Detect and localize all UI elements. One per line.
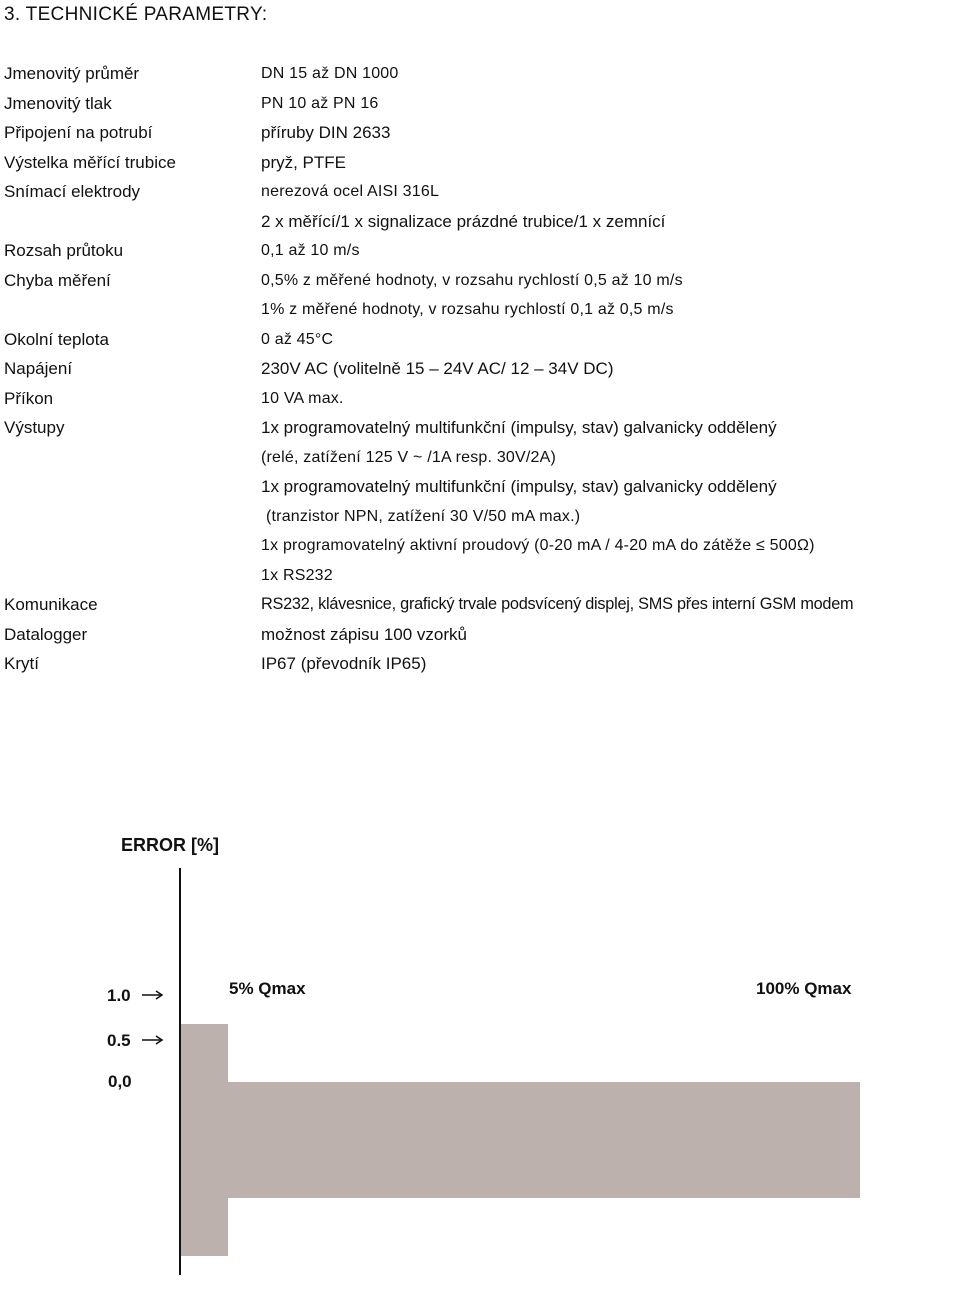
param-value: (relé, zatížení 125 V ~ /1A resp. 30V/2A): [261, 448, 557, 466]
param-label: Příkon: [4, 388, 54, 408]
param-row-datalogger: [0, 620, 960, 650]
y-tick-label-0-0: 0,0: [108, 1072, 132, 1091]
param-label: Chyba měření: [4, 270, 111, 290]
param-row-nominal-diameter: [0, 59, 960, 89]
param-row-pipe-connection: [0, 118, 960, 148]
param-value: PN 10 až PN 16: [261, 94, 379, 112]
chart-title: ERROR [%]: [121, 835, 219, 855]
param-label: Jmenovitý tlak: [4, 93, 112, 113]
param-row-outputs-current: [0, 531, 960, 561]
tick-arrow-1-0: [142, 991, 162, 999]
param-label: Výstupy: [4, 418, 65, 437]
param-row-electrodes: [0, 177, 960, 207]
error-area: [180, 1024, 860, 1256]
y-tick-label-0-5: 0.5: [107, 1031, 131, 1050]
param-row-outputs-rs232: [0, 561, 960, 591]
param-row-electrodes-detail: [0, 207, 960, 237]
param-row-outputs-relay: [0, 443, 960, 473]
param-row-outputs-second: [0, 472, 960, 502]
param-row-power-supply: [0, 354, 960, 384]
tick-arrow-0-5: [142, 1036, 162, 1044]
param-row-outputs-transistor: [0, 502, 960, 532]
param-value: 10 VA max.: [261, 389, 344, 407]
param-label: Datalogger: [4, 624, 88, 644]
param-label: Komunikace: [4, 595, 98, 614]
param-row-measurement-error-low: [0, 295, 960, 325]
param-value: 1x programovatelný multifunkční (impulsy, stav) galvanicky oddělený: [261, 477, 777, 496]
param-value: 2 x měřící/1 x signalizace prázdné trubice/1 x zemnící: [261, 211, 666, 231]
param-value: 0,1 až 10 m/s: [261, 242, 360, 259]
param-value: (tranzistor NPN, zatížení 30 V/50 mA max.): [266, 507, 581, 525]
param-label: Připojení na potrubí: [4, 123, 153, 142]
param-label: Napájení: [4, 359, 73, 378]
param-row-tube-lining: [0, 148, 960, 178]
param-value: 0,5% z měřené hodnoty, v rozsahu rychlostí 0,5 až 10 m/s: [261, 271, 683, 289]
param-label: Okolní teplota: [4, 329, 109, 349]
param-value: 1x programovatelný aktivní proudový (0-20 mA / 4-20 mA do zátěže ≤ 500Ω): [261, 537, 815, 554]
param-row-power-consumption: [0, 384, 960, 414]
param-value: IP67 (převodník IP65): [261, 654, 427, 673]
param-value: 1% z měřené hodnoty, v rozsahu rychlostí 0,1 až 0,5 m/s: [261, 301, 674, 318]
section-heading: 3. TECHNICKÉ PARAMETRY:: [4, 4, 268, 25]
param-row-nominal-pressure: [0, 89, 960, 119]
param-value: možnost zápisu 100 vzorků: [261, 624, 467, 644]
param-label: Rozsah průtoku: [4, 241, 124, 260]
param-row-ambient-temperature: [0, 325, 960, 355]
annotation-100-qmax: 100% Qmax: [756, 979, 852, 998]
param-row-outputs: [0, 413, 960, 443]
param-value: 0 až 45°C: [261, 330, 334, 348]
param-value: 230V AC (volitelně 15 – 24V AC/ 12 – 34V DC): [261, 359, 614, 378]
param-value: příruby DIN 2633: [261, 123, 391, 142]
param-value: nerezová ocel AISI 316L: [261, 183, 440, 200]
param-value: pryž, PTFE: [261, 152, 347, 172]
param-value: 1x RS232: [261, 566, 333, 584]
param-row-ingress-protection: [0, 649, 960, 679]
param-row-measurement-error: [0, 266, 960, 296]
param-label: Výstelka měřící trubice: [4, 152, 176, 172]
y-tick-label-1-0: 1.0: [107, 986, 131, 1005]
param-label: Krytí: [4, 654, 39, 673]
param-label: Snímací elektrody: [4, 182, 141, 201]
param-row-communication: [0, 590, 960, 620]
error-chart-svg: [0, 820, 960, 1280]
param-row-flow-range: [0, 236, 960, 266]
param-value: RS232, klávesnice, grafický trvale podsvícený displej, SMS přes interní GSM modem: [261, 595, 854, 613]
parameters-table: [0, 59, 960, 679]
error-chart: [0, 820, 960, 1280]
param-value: 1x programovatelný multifunkční (impulsy, stav) galvanicky oddělený: [261, 418, 777, 437]
annotation-5-qmax: 5% Qmax: [229, 979, 306, 998]
param-value: DN 15 až DN 1000: [261, 65, 399, 82]
param-label: Jmenovitý průměr: [4, 64, 140, 83]
